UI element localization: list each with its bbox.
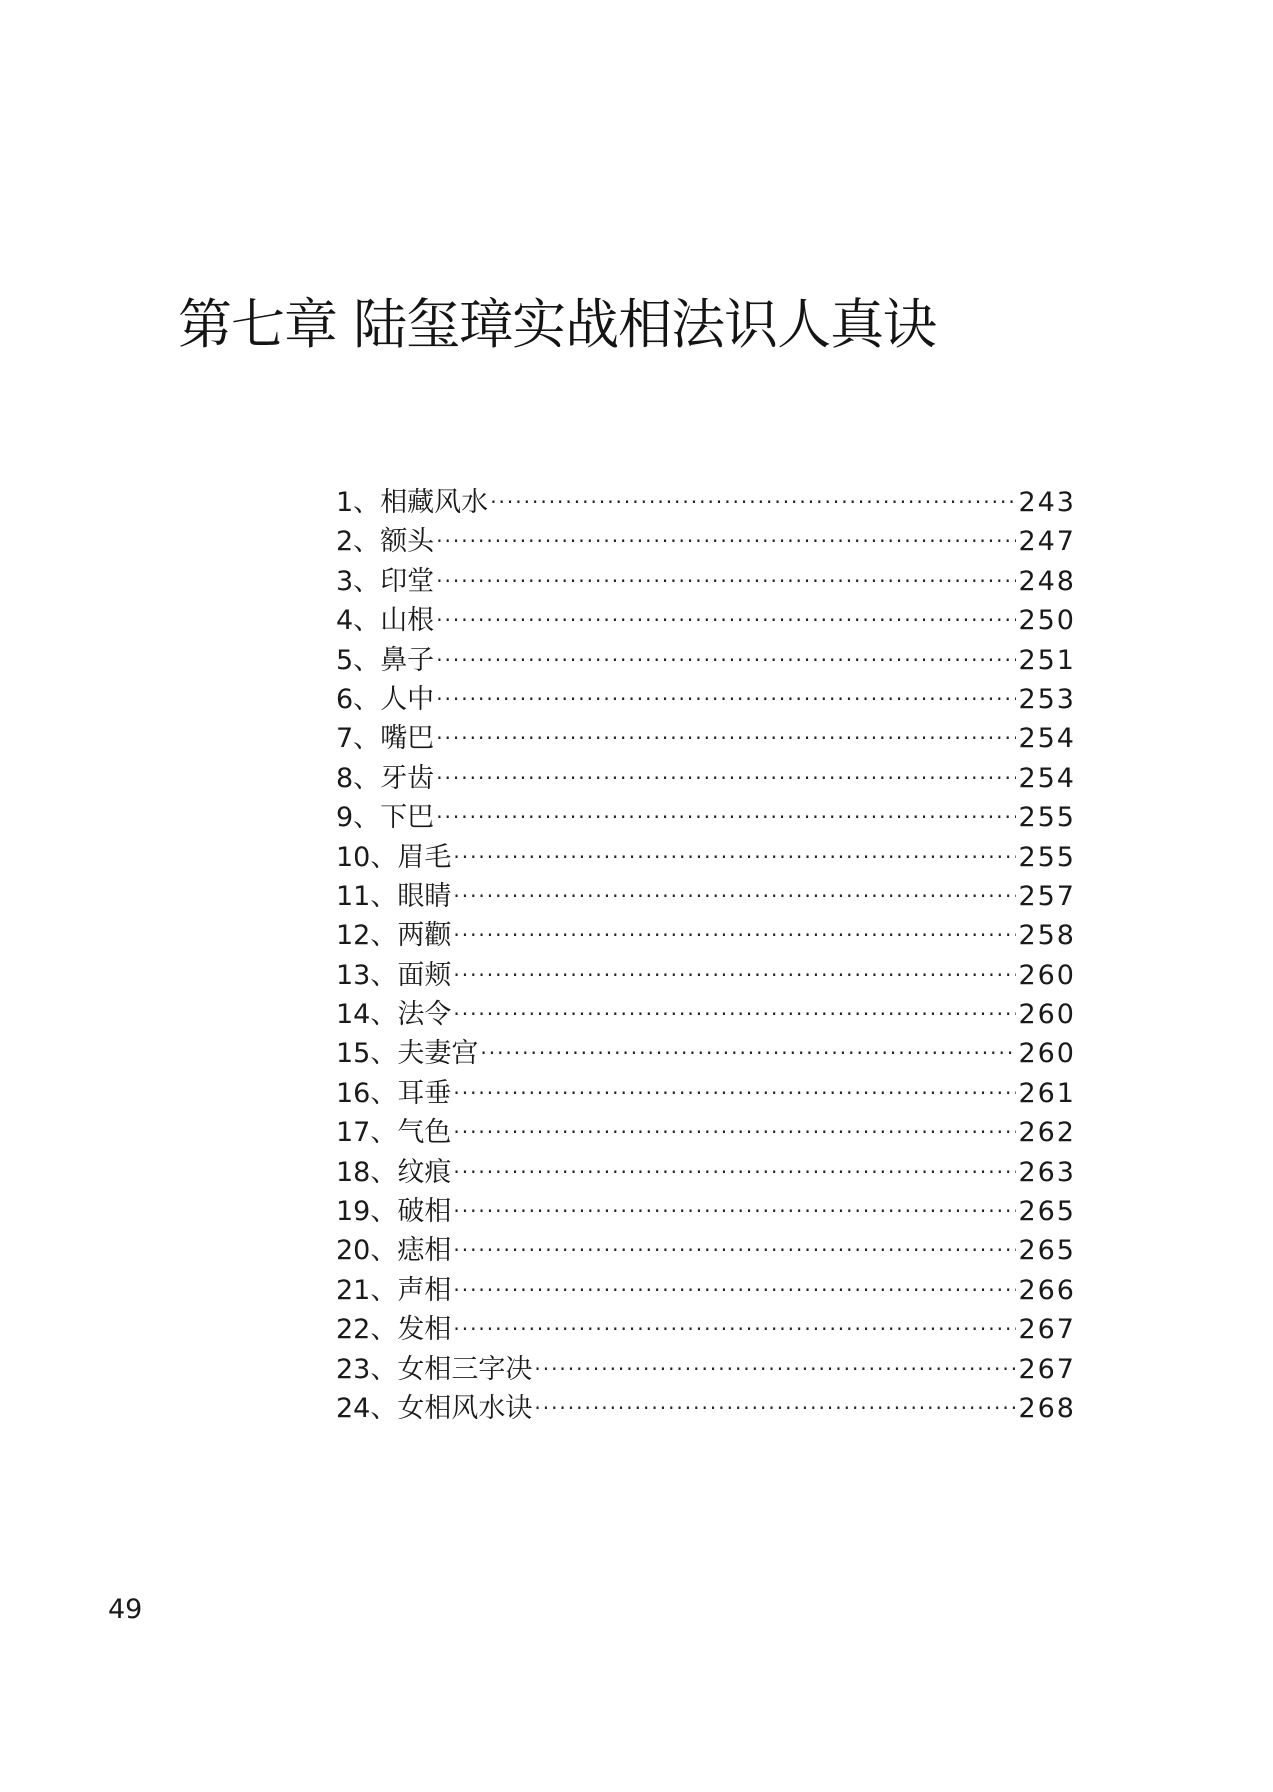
toc-dot-leader xyxy=(453,995,1016,1034)
toc-entry-page: 260 xyxy=(1018,959,1076,991)
toc-entry-number: 17、 xyxy=(336,1117,398,1149)
toc-dot-leader xyxy=(453,1192,1016,1231)
toc-entry-number: 7、 xyxy=(336,723,381,755)
toc-entry[interactable] xyxy=(336,1034,1076,1073)
toc-entry-title: 印堂 xyxy=(380,565,435,597)
toc-entry-title: 破相 xyxy=(397,1196,452,1228)
toc-entry-number: 21、 xyxy=(336,1274,398,1306)
toc-dot-leader xyxy=(453,956,1016,995)
toc-entry-page: 248 xyxy=(1018,565,1076,597)
toc-entry[interactable] xyxy=(336,1113,1076,1152)
toc-entry-title: 夫妻宫 xyxy=(397,1038,479,1070)
toc-entry-page: 261 xyxy=(1018,1077,1076,1109)
toc-entry[interactable] xyxy=(336,798,1076,837)
toc-entry[interactable] xyxy=(336,483,1076,522)
toc-entry-title: 女相三字决 xyxy=(397,1353,533,1385)
toc-dot-leader xyxy=(480,1034,1016,1073)
toc-dot-leader xyxy=(436,719,1016,758)
toc-dot-leader xyxy=(453,877,1016,916)
toc-entry-title: 额头 xyxy=(380,526,435,558)
toc-dot-leader xyxy=(453,1310,1016,1349)
toc-entry-page: 253 xyxy=(1018,683,1076,715)
toc-entry-title: 纹痕 xyxy=(397,1156,452,1188)
page-number: 49 xyxy=(108,1594,143,1625)
toc-entry-page: 247 xyxy=(1018,526,1076,558)
toc-entry-title: 人中 xyxy=(380,683,435,715)
toc-entry-page: 257 xyxy=(1018,880,1076,912)
toc-entry[interactable] xyxy=(336,759,1076,798)
toc-entry-title: 声相 xyxy=(397,1274,452,1306)
toc-entry-page: 254 xyxy=(1018,762,1076,794)
toc-entry-number: 19、 xyxy=(336,1196,398,1228)
toc-entry[interactable] xyxy=(336,916,1076,955)
toc-entry[interactable] xyxy=(336,719,1076,758)
toc-dot-leader xyxy=(436,562,1016,601)
toc-entry-number: 13、 xyxy=(336,959,398,991)
toc-dot-leader xyxy=(453,838,1016,877)
toc-entry[interactable] xyxy=(336,838,1076,877)
toc-entry-page: 267 xyxy=(1018,1353,1076,1385)
table-of-contents xyxy=(336,483,1076,1428)
toc-entry-page: 260 xyxy=(1018,999,1076,1031)
toc-entry[interactable] xyxy=(336,956,1076,995)
toc-dot-leader xyxy=(436,641,1016,680)
toc-entry-title: 相藏风水 xyxy=(380,487,489,518)
toc-dot-leader xyxy=(436,798,1016,837)
toc-entry-number: 1、 xyxy=(336,487,381,518)
toc-entry-number: 3、 xyxy=(336,565,381,597)
toc-entry-title: 山根 xyxy=(380,605,435,637)
toc-entry-number: 6、 xyxy=(336,683,381,715)
toc-entry-number: 10、 xyxy=(336,841,398,873)
toc-entry-number: 24、 xyxy=(336,1392,398,1424)
toc-entry[interactable] xyxy=(336,562,1076,601)
chapter-title: 第七章 陆玺璋实战相法识人真诀 xyxy=(178,293,937,356)
toc-entry[interactable] xyxy=(336,995,1076,1034)
toc-entry-number: 23、 xyxy=(336,1353,398,1385)
toc-entry-number: 11、 xyxy=(336,880,398,912)
toc-entry[interactable] xyxy=(336,877,1076,916)
toc-entry-title: 痣相 xyxy=(397,1235,452,1267)
toc-entry-number: 20、 xyxy=(336,1235,398,1267)
toc-dot-leader xyxy=(453,1231,1016,1270)
toc-entry-page: 265 xyxy=(1018,1235,1076,1267)
toc-entry-page: 260 xyxy=(1018,1038,1076,1070)
toc-entry-title: 发相 xyxy=(397,1314,452,1346)
toc-entry-page: 255 xyxy=(1018,802,1076,834)
toc-entry-title: 牙齿 xyxy=(380,762,435,794)
toc-entry-page: 263 xyxy=(1018,1156,1076,1188)
toc-entry-page: 250 xyxy=(1018,605,1076,637)
toc-dot-leader xyxy=(453,1153,1016,1192)
toc-dot-leader xyxy=(453,916,1016,955)
toc-entry-title: 鼻子 xyxy=(380,644,435,676)
toc-entry-page: 251 xyxy=(1018,644,1076,676)
toc-entry-number: 22、 xyxy=(336,1314,398,1346)
toc-entry[interactable] xyxy=(336,1350,1076,1389)
toc-entry-title: 下巴 xyxy=(380,802,435,834)
toc-entry-title: 耳垂 xyxy=(397,1077,452,1109)
toc-entry[interactable] xyxy=(336,641,1076,680)
toc-dot-leader xyxy=(490,483,1016,522)
toc-entry-page: 262 xyxy=(1018,1117,1076,1149)
toc-entry-page: 254 xyxy=(1018,723,1076,755)
toc-dot-leader xyxy=(436,522,1016,561)
toc-entry[interactable] xyxy=(336,680,1076,719)
toc-entry-title: 嘴巴 xyxy=(380,723,435,755)
toc-entry[interactable] xyxy=(336,1192,1076,1231)
toc-entry-number: 16、 xyxy=(336,1077,398,1109)
toc-entry-page: 268 xyxy=(1018,1392,1076,1424)
toc-entry[interactable] xyxy=(336,1074,1076,1113)
toc-entry-title: 眼睛 xyxy=(397,880,452,912)
toc-entry[interactable] xyxy=(336,1310,1076,1349)
toc-entry[interactable] xyxy=(336,601,1076,640)
toc-entry[interactable] xyxy=(336,1231,1076,1270)
toc-entry-number: 15、 xyxy=(336,1038,398,1070)
toc-entry-page: 255 xyxy=(1018,841,1076,873)
toc-entry-number: 18、 xyxy=(336,1156,398,1188)
toc-entry-page: 258 xyxy=(1018,920,1076,952)
toc-entry-number: 14、 xyxy=(336,999,398,1031)
toc-entry-number: 4、 xyxy=(336,605,381,637)
toc-entry-title: 两颧 xyxy=(397,920,452,952)
toc-entry-page: 267 xyxy=(1018,1314,1076,1346)
toc-entry-page: 243 xyxy=(1018,487,1076,518)
toc-entry[interactable] xyxy=(336,1389,1076,1428)
toc-entry-page: 266 xyxy=(1018,1274,1076,1306)
toc-entry[interactable] xyxy=(336,1153,1076,1192)
toc-dot-leader xyxy=(453,1113,1016,1152)
toc-entry-number: 2、 xyxy=(336,526,381,558)
toc-entry-number: 9、 xyxy=(336,802,381,834)
toc-entry-number: 8、 xyxy=(336,762,381,794)
toc-entry-number: 5、 xyxy=(336,644,381,676)
toc-entry-title: 女相风水诀 xyxy=(397,1392,533,1424)
toc-entry-title: 眉毛 xyxy=(397,841,452,873)
toc-entry-title: 气色 xyxy=(397,1117,452,1149)
toc-dot-leader xyxy=(436,759,1016,798)
toc-entry-page: 265 xyxy=(1018,1196,1076,1228)
toc-dot-leader xyxy=(436,601,1016,640)
toc-entry[interactable] xyxy=(336,1271,1076,1310)
toc-entry[interactable] xyxy=(336,522,1076,561)
toc-dot-leader xyxy=(534,1389,1016,1428)
toc-entry-title: 面颊 xyxy=(397,959,452,991)
toc-entry-title: 法令 xyxy=(397,999,452,1031)
toc-dot-leader xyxy=(453,1074,1016,1113)
toc-dot-leader xyxy=(436,680,1016,719)
toc-dot-leader xyxy=(453,1271,1016,1310)
toc-dot-leader xyxy=(534,1350,1016,1389)
toc-entry-number: 12、 xyxy=(336,920,398,952)
